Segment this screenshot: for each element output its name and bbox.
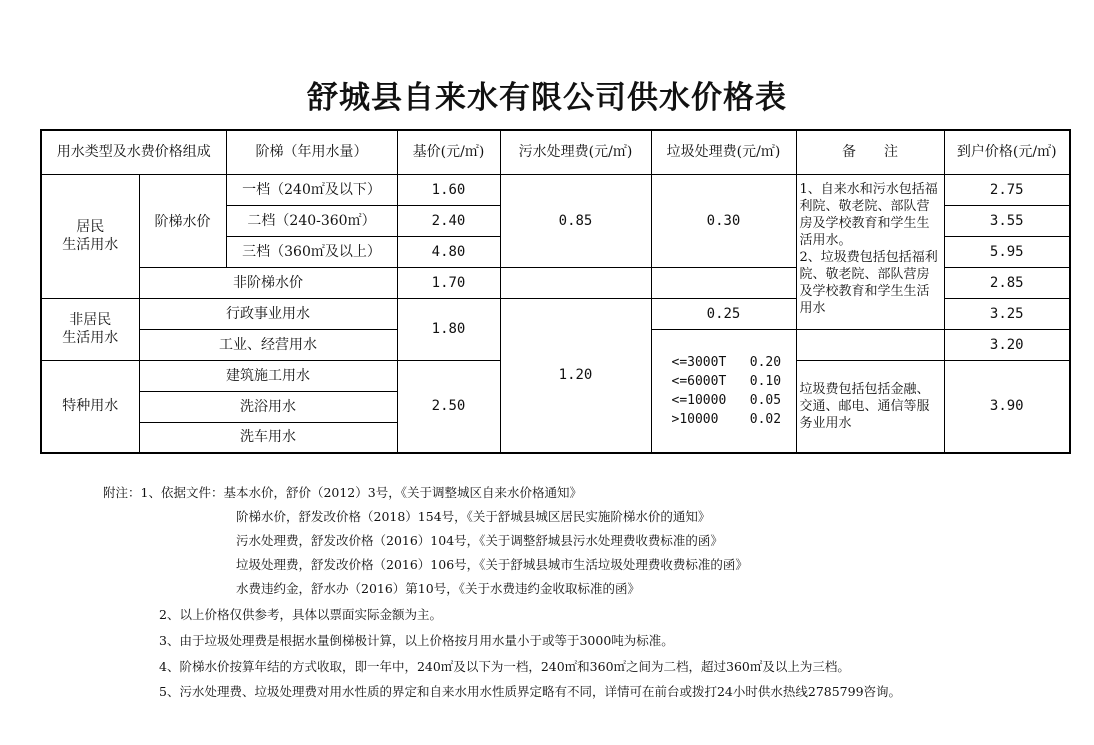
final-price-admin: 3.25 [944,298,1070,329]
header-final-price: 到户价格(元/㎡) [944,130,1070,174]
price-table [40,129,1071,454]
tier-3-label: 三档（360㎡及以上） [226,236,397,267]
final-price-tier-1: 2.75 [944,174,1070,205]
garbage-tier-3: <=10000 0.05 [671,392,782,408]
tier-2-label: 二档（240-360㎡） [226,205,397,236]
carwash-use-label: 洗车用水 [139,422,397,453]
page-title: 舒城县自来水有限公司供水价格表 [307,80,787,116]
final-price-industry: 3.20 [944,329,1070,360]
header-base-price: 基价(元/㎡) [397,130,500,174]
header-garbage-fee: 垃圾处理费(元/㎡) [651,130,796,174]
final-price-non-tiered: 2.85 [944,267,1070,298]
note-line-6: 2、以上价格仅供参考，具体以票面实际金额为主。 [159,607,442,622]
note-line-8: 4、阶梯水价按算年结的方式收取，即一年中，240㎡及以下为一档，240㎡和360㎡之间为二档，超过360㎡及以上为三档。 [159,659,850,674]
admin-use-label: 行政事业用水 [139,298,397,329]
note-line-4: 垃圾处理费，舒发改价格（2016）106号，《关于舒城县城市生活垃圾处理费收费标准的函》 [236,557,748,572]
non-tiered-label: 非阶梯水价 [139,267,397,298]
residential-tiered-label: 阶梯水价 [139,174,226,267]
garbage-tier-1: <=3000T 0.20 [671,354,782,370]
garbage-tier-4: >10000 0.02 [671,411,782,427]
base-price-special: 2.50 [397,360,500,453]
header-sewage-fee: 污水处理费(元/㎡) [500,130,651,174]
note-line-5: 水费违约金，舒水办（2016）第10号，《关于水费违约金收取标准的函》 [236,581,640,596]
final-price-tier-3: 5.95 [944,236,1070,267]
base-price-tier-1: 1.60 [397,174,500,205]
final-price-tier-2: 3.55 [944,205,1070,236]
remark-residential: 1、自来水和污水包括福利院、敬老院、部队营房及学校教育和学生生活用水。 2、垃圾费包括包括福利院、敬老院、部队营房及学校教育和学生生活用水 [796,174,944,329]
tier-1-label: 一档（240㎡及以下） [226,174,397,205]
garbage-fee-admin: 0.25 [651,298,796,329]
garbage-fee-tiers [651,329,796,453]
category-special: 特种用水 [41,360,139,453]
base-price-non-tiered: 1.70 [397,267,500,298]
sewage-fee-residential: 0.85 [500,174,651,267]
category-residential: 居民 生活用水 [41,174,139,298]
header-tier: 阶梯（年用水量） [226,130,397,174]
construction-use-label: 建筑施工用水 [139,360,397,391]
note-line-3: 污水处理费，舒发改价格（2016）104号，《关于调整舒城县污水处理费收费标准的函》 [236,533,723,548]
category-nonresidential: 非居民 生活用水 [41,298,139,360]
garbage-fee-residential: 0.30 [651,174,796,267]
base-price-tier-2: 2.40 [397,205,500,236]
sewage-fee-non-tiered-empty [500,267,651,298]
header-category: 用水类型及水费价格组成 [41,130,226,174]
note-line-1: 附注：1、依据文件：基本水价，舒价（2012）3号，《关于调整城区自来水价格通知》 [103,485,582,500]
base-price-tier-3: 4.80 [397,236,500,267]
header-remark: 备 注 [796,130,944,174]
remark-industry-empty [796,329,944,360]
note-line-9: 5、污水处理费、垃圾处理费对用水性质的界定和自来水用水性质界定略有不同，详情可在前台或拨打24小时供水热线2785799咨询。 [159,684,902,699]
note-line-7: 3、由于垃圾处理费是根据水量倒梯极计算，以上价格按月用水量小于或等于3000吨为标准。 [159,633,674,648]
base-price-nonresidential: 1.80 [397,298,500,360]
remark-special: 垃圾费包括包括金融、交通、邮电、通信等服务业用水 [796,360,944,453]
note-line-2: 阶梯水价，舒发改价格（2018）154号，《关于舒城县城区居民实施阶梯水价的通知》 [236,509,711,524]
bath-use-label: 洗浴用水 [139,391,397,422]
garbage-tier-2: <=6000T 0.10 [671,373,782,389]
industry-use-label: 工业、经营用水 [139,329,397,360]
final-price-special: 3.90 [944,360,1070,453]
garbage-fee-non-tiered-empty [651,267,796,298]
sewage-fee-nonresidential: 1.20 [500,298,651,453]
